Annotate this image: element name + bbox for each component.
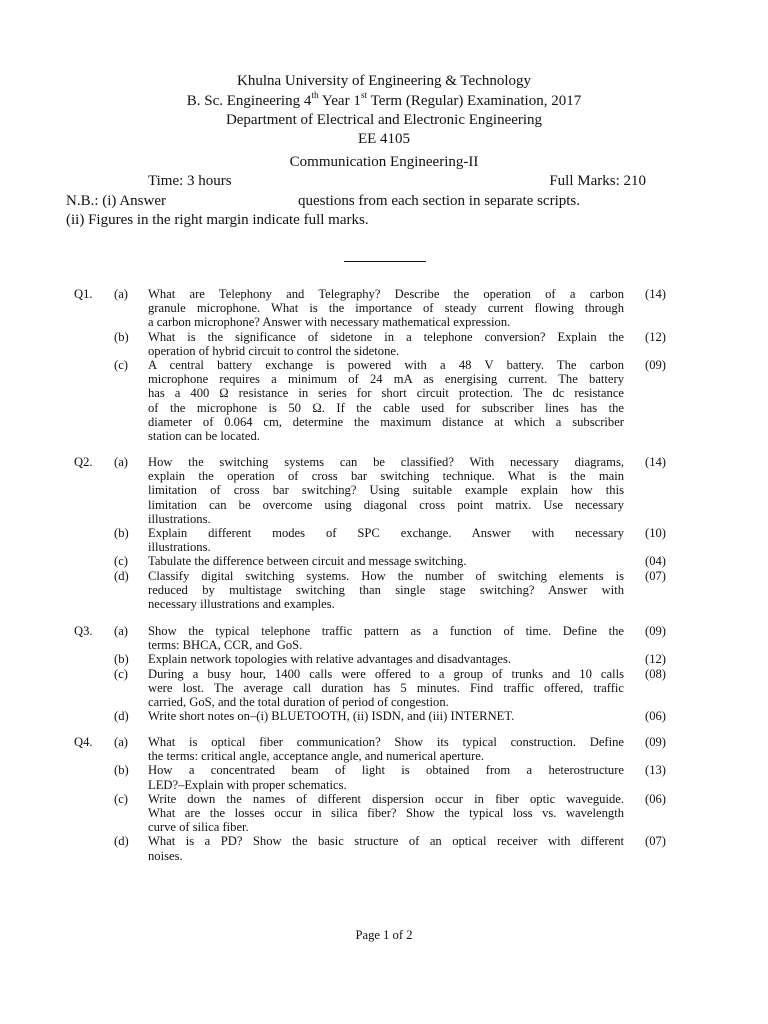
- full-marks: Full Marks: 210: [549, 173, 646, 189]
- text-line: reduced by multistage switching than single stage switching? Answer with: [148, 582, 624, 597]
- header-divider: [344, 261, 426, 262]
- text-line: How the switching systems can be classified? With necessary diagrams,: [148, 455, 624, 469]
- text-line: the terms: critical angle, acceptance angle, and numerical aperture.: [148, 749, 485, 764]
- part-text: [148, 763, 624, 791]
- text-line: Classify digital switching systems. How the number of switching elements is: [148, 568, 624, 583]
- part-label: (b): [114, 763, 129, 778]
- part-label: (b): [114, 652, 129, 667]
- text-line: What is the significance of sidetone in a telephone conversion? Explain the: [148, 329, 624, 344]
- part-marks: (07): [645, 568, 666, 583]
- part-text: [148, 667, 624, 710]
- exam-title-part: Term (Regular) Examination, 2017: [367, 92, 582, 109]
- question-number: Q4.: [74, 735, 93, 749]
- part-text: [148, 455, 624, 526]
- part-text: [148, 569, 624, 612]
- text-line: LED?–Explain with proper schematics.: [148, 777, 347, 792]
- exam-title-sup: st: [360, 90, 368, 101]
- exam-title-part: Year 1: [318, 92, 361, 109]
- part-label: (a): [114, 455, 128, 469]
- text-line: Explain network topologies with relative advantages and disadvantages.: [148, 652, 512, 667]
- part-text: [148, 330, 624, 358]
- question-number: Q2.: [74, 455, 93, 469]
- department-name: Department of Electrical and Electronic Engineering: [225, 112, 543, 128]
- part-marks: (14): [645, 455, 666, 469]
- part-marks: (07): [645, 834, 666, 849]
- text-line: What are the losses occur in silica fiber? Show the typical loss vs. wavelength: [148, 806, 624, 820]
- part-text: [148, 652, 624, 666]
- text-line: station can be located.: [148, 429, 260, 444]
- part-label: (c): [114, 791, 128, 806]
- part-text: [148, 554, 624, 568]
- text-line: granule microphone. What is the importance of steady current flowing through: [148, 301, 624, 316]
- text-line: carried, GoS, and the total duration of period of congestion.: [148, 695, 449, 709]
- part-marks: (14): [645, 287, 666, 301]
- part-text: [148, 287, 624, 330]
- text-line: limitation of cross bar switching? Using suitable example explain how this: [148, 483, 624, 498]
- part-text: [148, 709, 624, 723]
- text-line: How a concentrated beam of light is obtained from a heterostructure: [148, 763, 624, 778]
- page-number: Page 1 of 2: [355, 928, 413, 942]
- part-marks: (12): [645, 652, 666, 667]
- text-line: has a 400 Ω resistance in series for short circuit protection. The dc resistance: [148, 386, 624, 401]
- exam-title: [0, 92, 768, 112]
- part-text: [148, 526, 624, 554]
- text-line: terms: BHCA, CCR, and GoS.: [148, 638, 303, 653]
- text-line: of the microphone is 50 Ω. If the cable used for subscriber lines has the: [148, 400, 624, 415]
- part-label: (c): [114, 358, 128, 372]
- text-line: a carbon microphone? Answer with necessary mathematical expression.: [148, 315, 511, 330]
- part-text: [148, 792, 624, 835]
- exam-time: Time: 3 hours: [148, 173, 232, 189]
- part-marks: (09): [645, 358, 666, 372]
- university-name: Khulna University of Engineering & Technology: [236, 73, 532, 89]
- text-line: What is a PD? Show the basic structure of an optical receiver with different: [148, 834, 624, 849]
- text-line: noises.: [148, 848, 183, 863]
- part-marks: (04): [645, 554, 666, 569]
- part-marks: (13): [645, 763, 666, 778]
- nb-instruction-marks: (ii) Figures in the right margin indicate full marks.: [66, 212, 369, 228]
- part-label: (b): [114, 526, 129, 540]
- question-number: Q3.: [74, 624, 93, 638]
- nb-instruction-left: N.B.: (i) Answer: [66, 193, 166, 209]
- part-text: [148, 735, 624, 763]
- text-line: were lost. The average call duration has 5 minutes. Find traffic offered, traffic: [148, 680, 624, 695]
- part-marks: (09): [645, 624, 666, 638]
- part-label: (c): [114, 666, 128, 681]
- part-text: [148, 834, 624, 862]
- part-label: (a): [114, 287, 128, 301]
- part-label: (a): [114, 624, 128, 638]
- question-number: Q1.: [74, 287, 93, 301]
- part-marks: (06): [645, 791, 666, 806]
- text-line: Show the typical telephone traffic pattern as a function of time. Define the: [148, 624, 624, 638]
- part-text: [148, 624, 624, 652]
- text-line: Write down the names of different dispersion occur in fiber optic waveguide.: [148, 791, 624, 806]
- part-marks: (12): [645, 329, 666, 344]
- part-label: (b): [114, 329, 129, 344]
- text-line: limitation can be overcome using diagonal cross point matrix. Use necessary: [148, 497, 624, 512]
- text-line: What is optical fiber communication? Show its typical construction. Define: [148, 735, 624, 749]
- text-line: A central battery exchange is powered with a 48 V battery. The carbon: [148, 358, 624, 372]
- part-marks: (08): [645, 666, 666, 681]
- part-label: (d): [114, 834, 129, 849]
- course-title: Communication Engineering-II: [289, 154, 479, 170]
- text-line: curve of silica fiber.: [148, 820, 249, 835]
- text-line: During a busy hour, 1400 calls were offered to a group of trunks and 10 calls: [148, 666, 624, 681]
- text-line: microphone requires a minimum of 24 mA as energising current. The battery: [148, 372, 624, 387]
- text-line: Explain different modes of SPC exchange. Answer with necessary: [148, 526, 624, 540]
- text-line: Tabulate the difference between circuit and message switching.: [148, 554, 467, 569]
- exam-title-sup: th: [311, 90, 319, 101]
- part-label: (a): [114, 735, 128, 749]
- text-line: illustrations.: [148, 540, 211, 555]
- part-marks: (10): [645, 526, 666, 540]
- text-line: necessary illustrations and examples.: [148, 597, 335, 611]
- text-line: illustrations.: [148, 511, 211, 526]
- text-line: explain the operation of cross bar switching technique. What is the main: [148, 469, 624, 484]
- part-label: (c): [114, 554, 128, 569]
- text-line: Write short notes on–(i) BLUETOOTH, (ii) ISDN, and (iii) INTERNET.: [148, 709, 515, 724]
- part-label: (d): [114, 568, 129, 583]
- text-line: What are Telephony and Telegraphy? Describe the operation of a carbon: [148, 287, 624, 301]
- text-line: operation of hybrid circuit to control the sidetone.: [148, 343, 400, 358]
- part-marks: (06): [645, 709, 666, 724]
- part-text: [148, 358, 624, 443]
- text-line: diameter of 0.064 cm, determine the maximum distance at which a subscriber: [148, 414, 624, 429]
- part-marks: (09): [645, 735, 666, 749]
- exam-title-part: B. Sc. Engineering 4: [186, 92, 312, 109]
- nb-instruction-right: questions from each section in separate scripts.: [298, 193, 580, 209]
- part-label: (d): [114, 709, 129, 724]
- course-code: EE 4105: [357, 131, 411, 147]
